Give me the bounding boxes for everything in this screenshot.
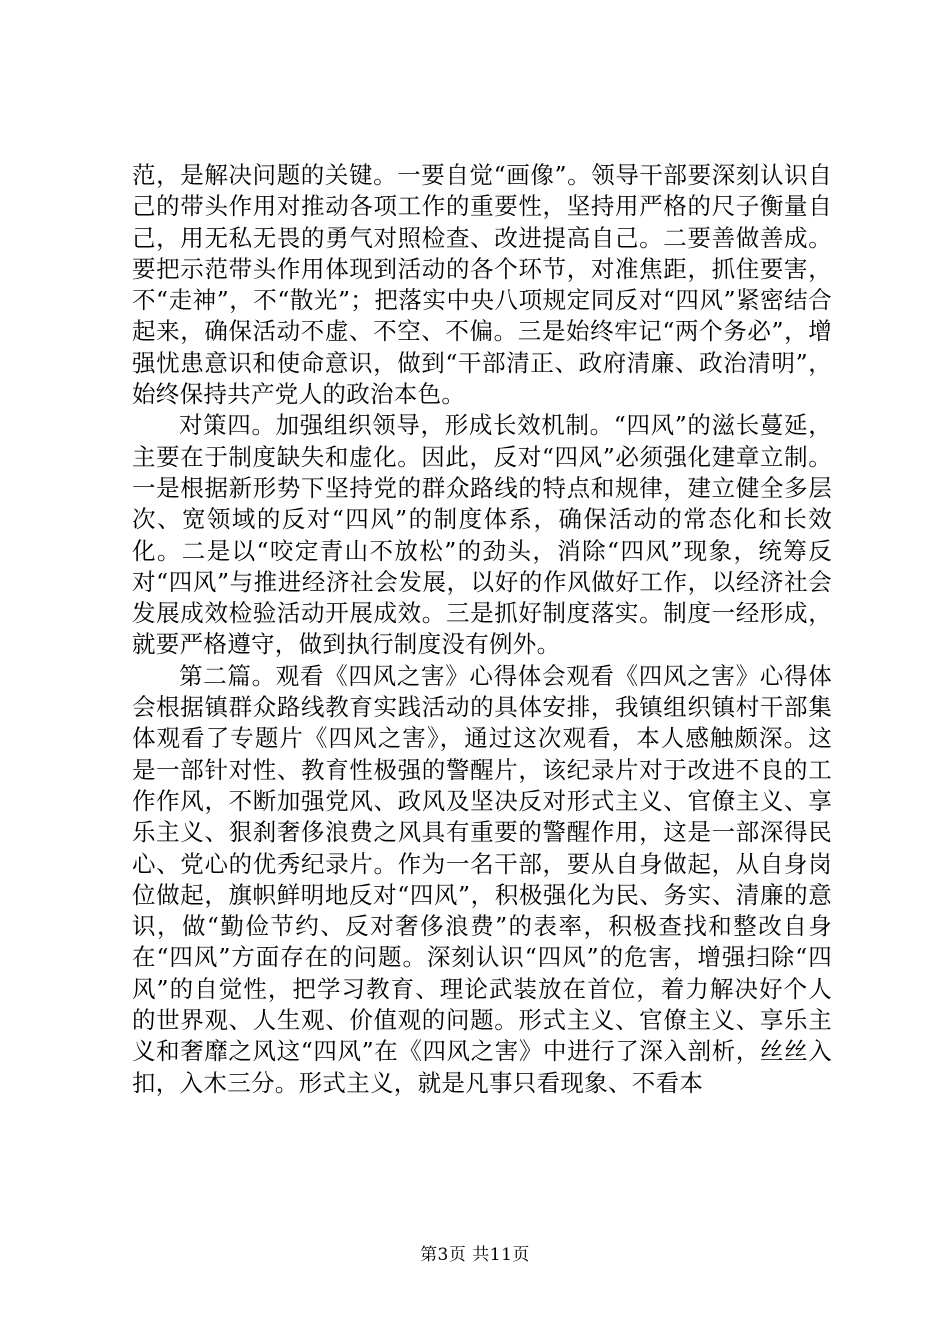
document-body — [132, 160, 832, 1099]
paragraph-strategy-four: 对策四。加强组织领导，形成长效机制。“四风”的滋长蔓延，主要在于制度缺失和虚化。因此，反对“四风”必须强化建章立制。一是根据新形势下坚持党的群众路线的特点和规律，建立健全多层次、宽领域的反对“四风”的制度体系，确保活动的常态化和长效化。二是以“咬定青山不放松”的劲头，消除“四风”现象，统筹反对“四风”与推进经济社会发展，以好的作风做好工作，以经济社会发展成效检验活动开展成效。三是抓好制度落实。制度一经形成，就要严格遵守，做到执行制度没有例外。 — [132, 411, 832, 659]
page-number-footer: 第3页 共11页 — [420, 1245, 530, 1265]
paragraph-continuation: 范，是解决问题的关键。一要自觉“画像”。领导干部要深刻认识自己的带头作用对推动各项工作的重要性，坚持用严格的尺子衡量自己，用无私无畏的勇气对照检查、改进提高自己。二要善做善成。要把示范带头作用体现到活动的各个环节，对准焦距，抓住要害，不“走神”，不“散光”；把落实中央八项规定同反对“四风”紧密结合起来，确保活动不虚、不空、不偏。三是始终牢记“两个务必”，增强忧患意识和使命意识，做到“干部清正、政府清廉、政治清明”，始终保持共产党人的政治本色。 — [132, 161, 832, 409]
paragraph-part-two: 第二篇。观看《四风之害》心得体会观看《四风之害》心得体会根据镇群众路线教育实践活动的具体安排，我镇组织镇村干部集体观看了专题片《四风之害》，通过这次观看，本人感触颇深。这是一部针对性、教育性极强的警醒片，该纪录片对于改进不良的工作作风，不断加强党风、政风及坚决反对形式主义、官僚主义、享乐主义、狠刹奢侈浪费之风具有重要的警醒作用，这是一部深得民心、党心的优秀纪录片。作为一名干部，要从自身做起，从自身岗位做起，旗帜鲜明地反对“四风”，积极强化为民、务实、清廉的意识，做“勤俭节约、反对奢侈浪费”的表率，积极查找和整改自身在“四风”方面存在的问题。深刻认识“四风”的危害，增强扫除“四风”的自觉性，把学习教育、理论武装放在首位，着力解决好个人的世界观、人生观、价值观的问题。形式主义、官僚主义、享乐主义和奢靡之风这“四风”在《四风之害》中进行了深入剖析，丝丝入扣，入木三分。形式主义，就是凡事只看现象、不看本 — [132, 661, 832, 1097]
